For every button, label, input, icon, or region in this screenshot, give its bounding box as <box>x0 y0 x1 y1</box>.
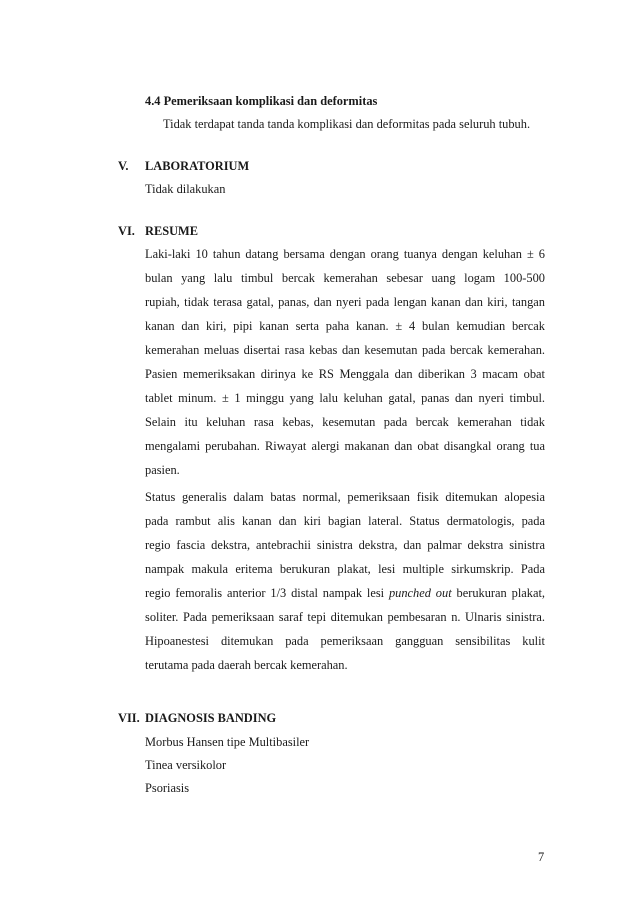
resume-line: terutama pada daerah bercak kemerahan. <box>145 658 348 672</box>
line-part: regio femoralis anterior 1/3 distal nampak lesi <box>145 586 389 600</box>
resume-line-with-italic <box>145 581 545 605</box>
section-5-number: V. <box>118 159 129 173</box>
resume-line: kanan dan kiri, pipi kanan serta paha kanan. ± 4 bulan kemudian bercak <box>145 319 545 333</box>
subsection-4-4-heading: 4.4 Pemeriksaan komplikasi dan deformitas <box>145 94 378 108</box>
line-part: berukuran plakat, <box>451 586 545 600</box>
section-5-text: Tidak dilakukan <box>145 182 226 196</box>
resume-line: Pasien memeriksakan dirinya ke RS Menggala dan diberikan 3 macam obat <box>145 367 545 381</box>
resume-line: bulan yang lalu timbul bercak kemerahan sebesar uang logam 100-500 <box>145 271 545 285</box>
resume-line: regio fascia dekstra, antebrachii sinistra dekstra, dan palmar dekstra sinistra <box>145 538 545 552</box>
resume-line: Laki-laki 10 tahun datang bersama dengan orang tuanya dengan keluhan ± 6 <box>145 247 545 261</box>
resume-line: pada rambut alis kanan dan kiri bagian lateral. Status dermatologis, pada <box>145 514 545 528</box>
resume-line: Hipoanestesi ditemukan pada pemeriksaan gangguan sensibilitas kulit <box>145 634 545 648</box>
resume-paragraph-2 <box>145 485 545 677</box>
resume-line: tablet minum. ± 1 minggu yang lalu keluhan gatal, panas dan nyeri timbul. <box>145 391 545 405</box>
resume-line: rupiah, tidak terasa gatal, panas, dan nyeri pada lengan kanan dan kiri, tangan <box>145 295 545 309</box>
resume-line: Status generalis dalam batas normal, pemeriksaan fisik ditemukan alopesia <box>145 490 545 504</box>
resume-paragraph-1 <box>145 242 545 482</box>
section-7-number: VII. <box>118 711 140 725</box>
section-5-heading: LABORATORIUM <box>145 159 250 173</box>
diagnosis-item: Morbus Hansen tipe Multibasiler <box>145 735 310 749</box>
section-7-heading: DIAGNOSIS BANDING <box>145 711 277 725</box>
section-6-heading: RESUME <box>145 224 199 238</box>
page-number: 7 <box>538 850 545 864</box>
subsection-4-4-text: Tidak terdapat tanda tanda komplikasi dan deformitas pada seluruh tubuh. <box>163 117 531 131</box>
resume-line: kemerahan meluas disertai rasa kebas dan kesemutan pada bercak kemerahan. <box>145 343 545 357</box>
resume-line: mengalami perubahan. Riwayat alergi makanan dan obat disangkal orang tua <box>145 439 545 453</box>
resume-line: pasien. <box>145 463 180 477</box>
italic-term: punched out <box>388 586 452 600</box>
resume-line: nampak makula eritema berukuran plakat, lesi multiple sirkumskrip. Pada <box>145 562 545 576</box>
diagnosis-item: Psoriasis <box>145 781 190 795</box>
diagnosis-item: Tinea versikolor <box>145 758 227 772</box>
resume-line: Selain itu keluhan rasa kebas, kesemutan pada bercak kemerahan tidak <box>145 415 545 429</box>
section-6-number: VI. <box>118 224 135 238</box>
resume-line: soliter. Pada pemeriksaan saraf tepi ditemukan pembesaran n. Ulnaris sinistra. <box>145 610 545 624</box>
